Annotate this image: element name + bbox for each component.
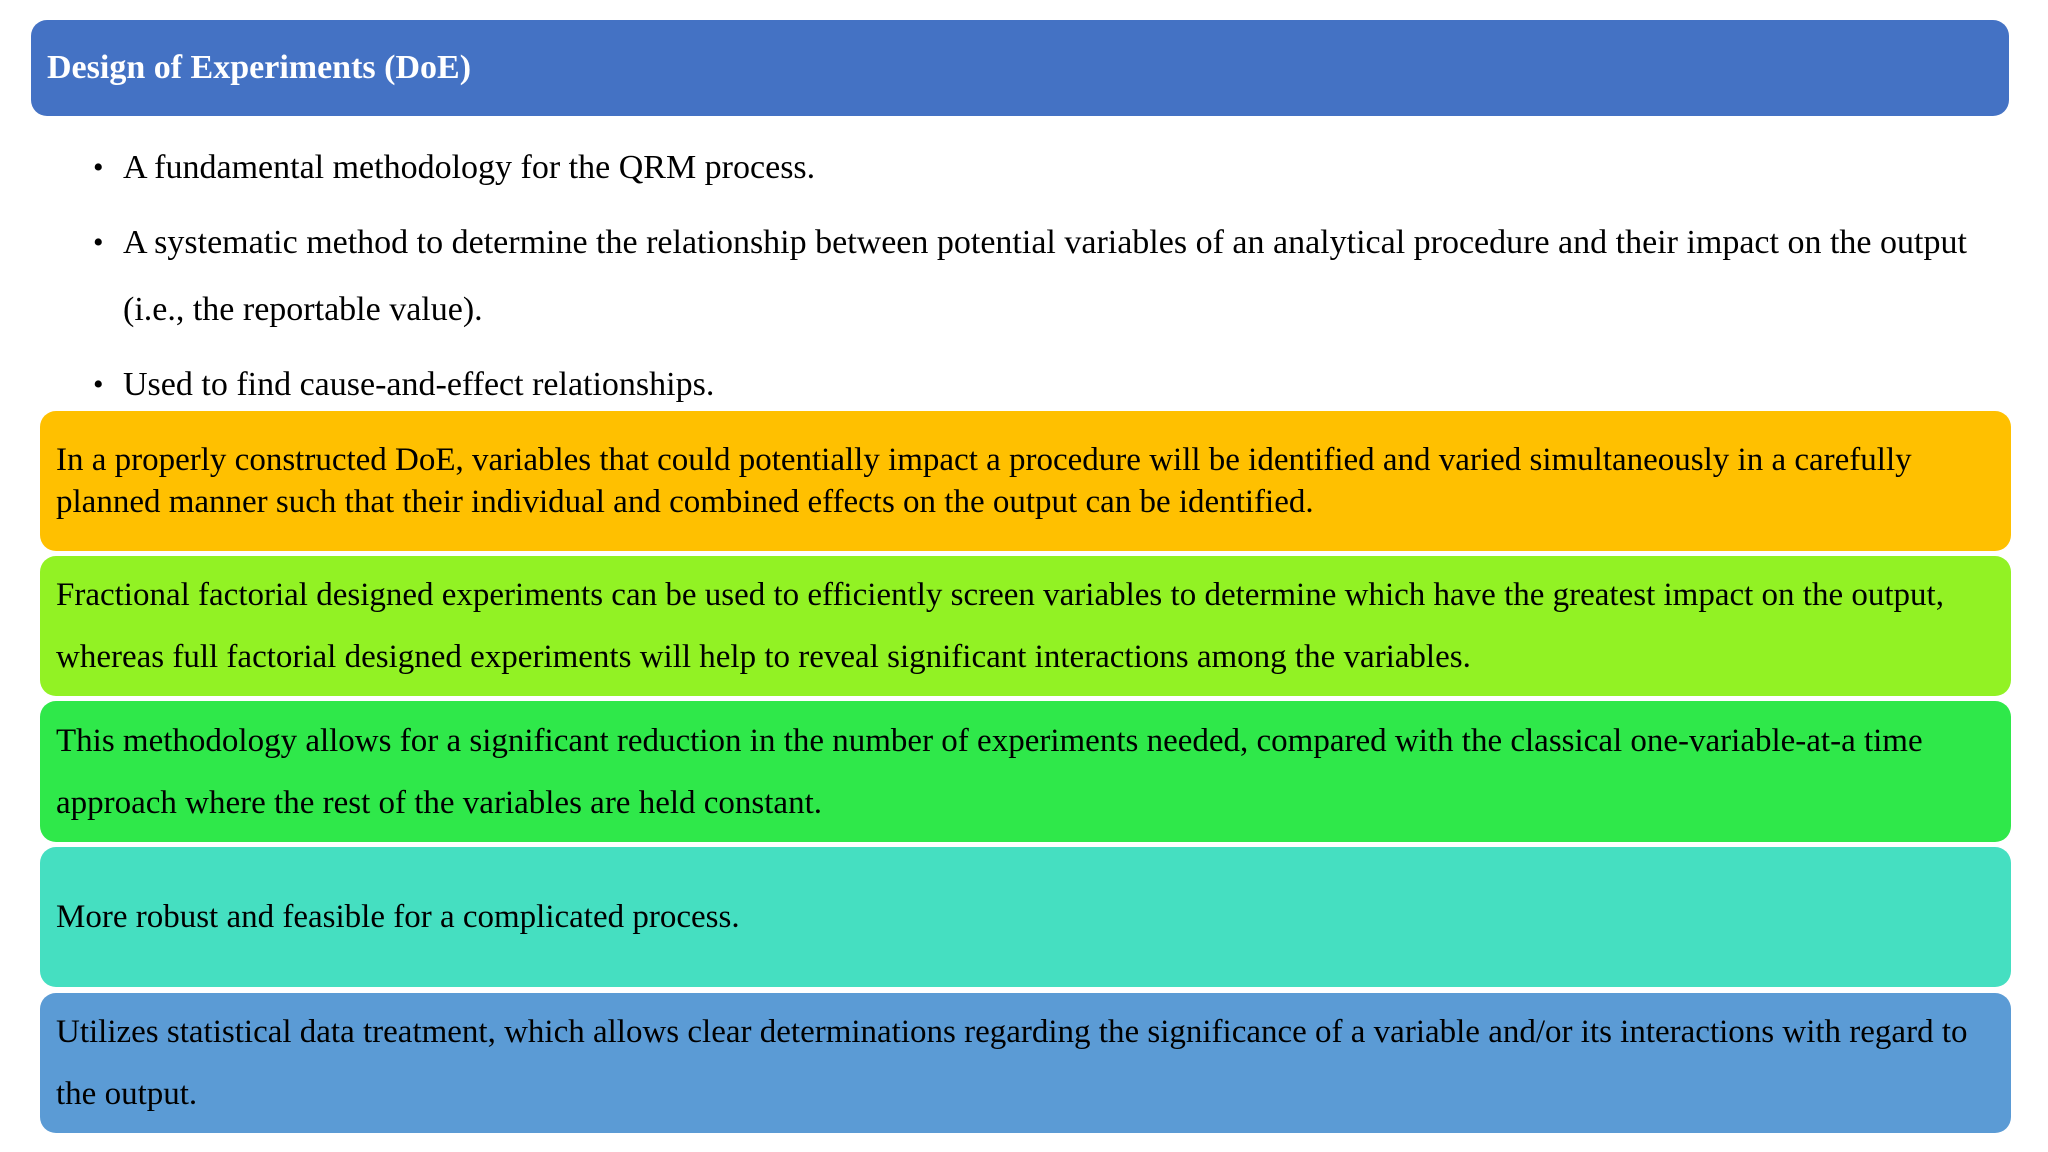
bullet-text: Used to find cause-and-effect relationships. xyxy=(123,366,715,403)
statement-text: Utilizes statistical data treatment, which allows clear determinations regarding the significance of a variable and/or its interactions with regard to the output. xyxy=(56,1014,1968,1112)
bullet-text: A systematic method to determine the relationship between potential variables of an analytical procedure and their impact on the output (i.e., the reportable value). xyxy=(123,224,1967,328)
bullet-item xyxy=(93,351,1993,418)
bullet-dot-icon: • xyxy=(93,226,104,259)
statement-box-statistical-treatment xyxy=(40,993,2011,1133)
bullet-text: A fundamental methodology for the QRM process. xyxy=(123,149,816,186)
statement-text: In a properly constructed DoE, variables that could potentially impact a procedure will be identified and varied simultaneously in a carefully planned manner such that their individual and combined effects on the output can be identified. xyxy=(56,442,1912,520)
statement-text: More robust and feasible for a complicated process. xyxy=(56,899,740,935)
statement-box-experiment-reduction xyxy=(40,701,2011,842)
statement-box-doe-construction xyxy=(40,411,2011,551)
title-banner xyxy=(31,20,2009,116)
bullet-dot-icon: • xyxy=(93,151,104,184)
statement-box-robustness xyxy=(40,847,2011,987)
statement-text: This methodology allows for a significant reduction in the number of experiments needed, compared with the classical one-variable-at-a time approach where the rest of the variables are held constant. xyxy=(56,722,1923,821)
bullet-item xyxy=(93,209,1993,343)
bullet-list xyxy=(93,134,1993,426)
bullet-dot-icon: • xyxy=(93,368,104,401)
statement-text: Fractional factorial designed experiments can be used to efficiently screen variables to determine which have the greatest impact on the output, whereas full factorial designed experiments will help to reveal significant interactions among the variables. xyxy=(56,577,1944,675)
page-title: Design of Experiments (DoE) xyxy=(47,49,472,86)
statement-box-factorial-designs xyxy=(40,556,2011,696)
bullet-item xyxy=(93,134,1993,201)
